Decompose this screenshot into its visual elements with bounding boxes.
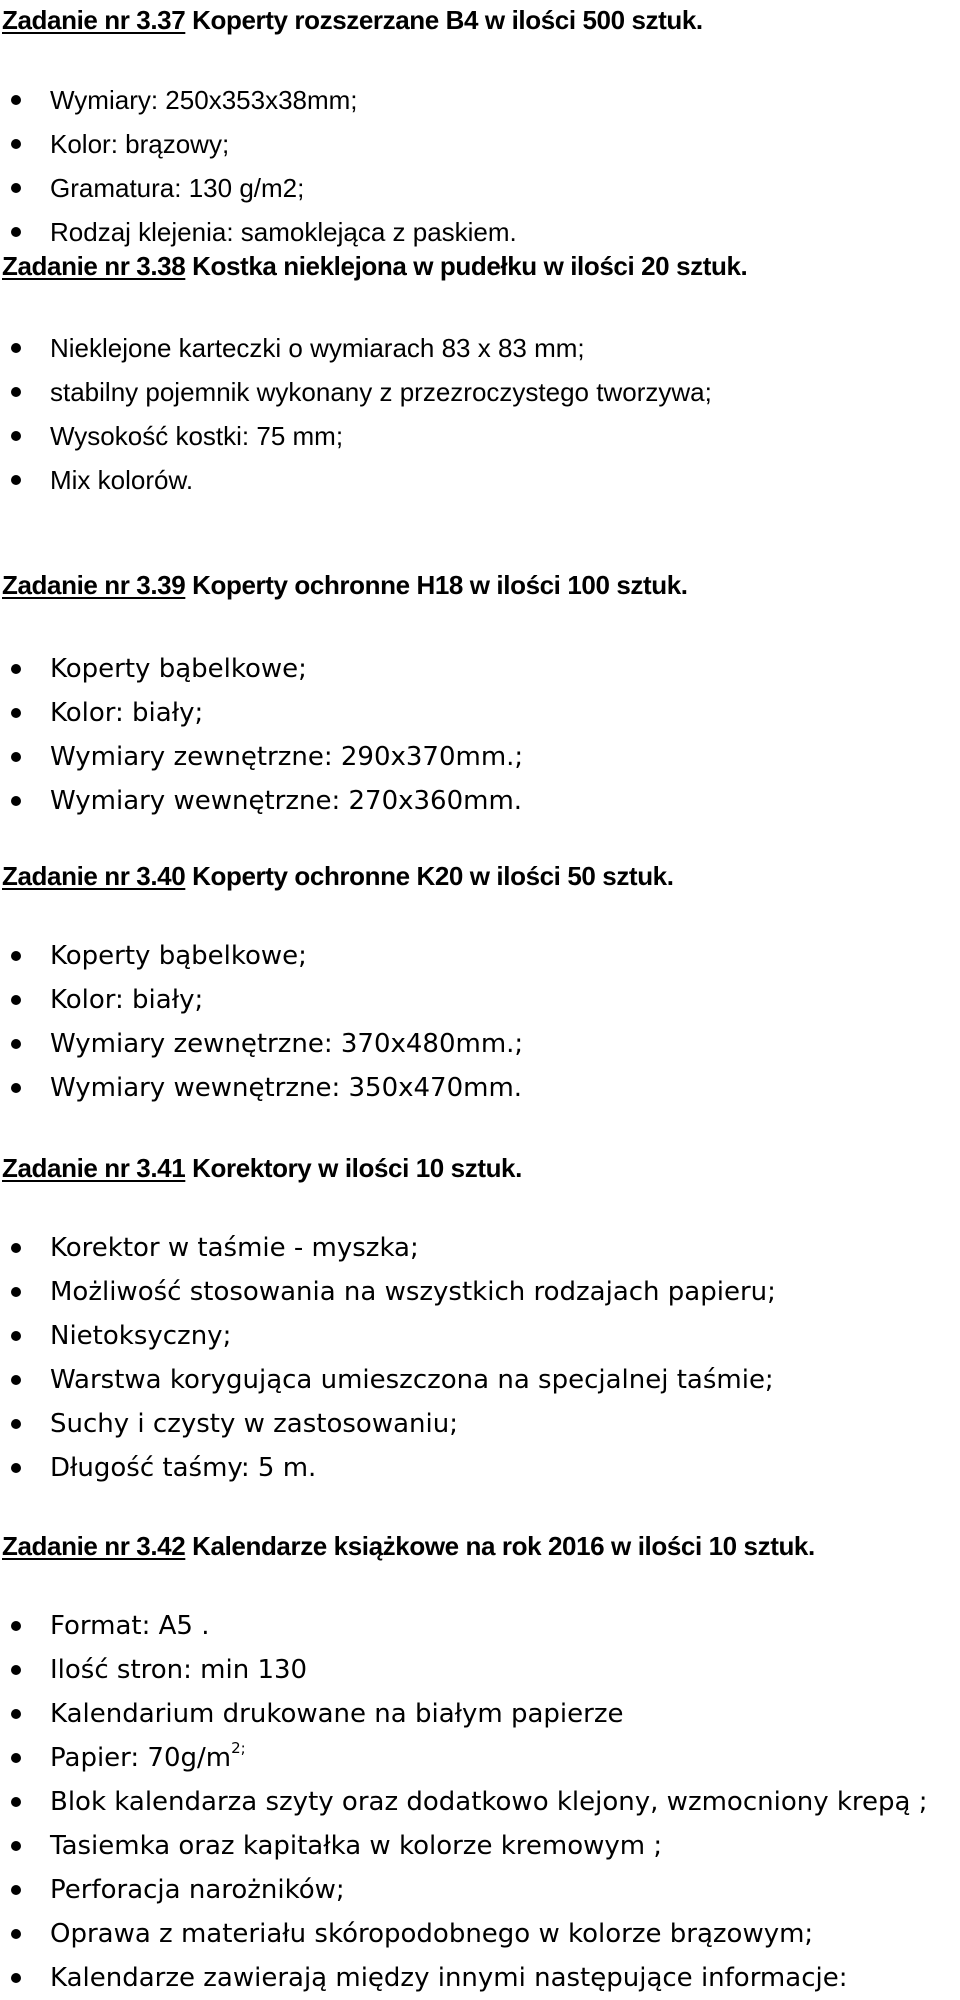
task-heading	[2, 1526, 815, 1566]
superscript: 2;	[231, 1739, 246, 1758]
bullet-icon	[11, 1797, 21, 1807]
bullet-icon	[11, 139, 21, 149]
task-title: Koperty ochronne H18 w ilości 100 sztuk.	[185, 570, 688, 600]
bullet-icon	[11, 1929, 21, 1939]
bullet-icon	[11, 1973, 21, 1983]
bullet-icon	[11, 664, 21, 674]
task-number: Zadanie nr 3.37	[2, 5, 186, 35]
bullet-icon	[11, 183, 21, 193]
task-number: Zadanie nr 3.39	[2, 570, 186, 600]
task-title: Koperty ochronne K20 w ilości 50 sztuk.	[185, 861, 674, 891]
bullet-icon	[11, 1709, 21, 1719]
bullet-icon	[11, 343, 21, 353]
bullet-icon	[11, 796, 21, 806]
task-title: Kostka nieklejona w pudełku w ilości 20 sztuk.	[185, 251, 748, 281]
task-heading	[2, 0, 703, 40]
bullet-icon	[11, 1287, 21, 1297]
task-number: Zadanie nr 3.42	[2, 1531, 186, 1561]
task-heading	[2, 1148, 522, 1188]
task-heading	[2, 565, 688, 605]
task-number: Zadanie nr 3.38	[2, 251, 186, 281]
bullet-icon	[11, 1243, 21, 1253]
bullet-icon	[11, 431, 21, 441]
bullet-icon	[11, 1665, 21, 1675]
task-number: Zadanie nr 3.40	[2, 861, 186, 891]
bullet-icon	[11, 1419, 21, 1429]
bullet-icon	[11, 951, 21, 961]
task-heading	[2, 856, 674, 896]
task-title: Kalendarze książkowe na rok 2016 w ilości 10 sztuk.	[185, 1531, 815, 1561]
bullet-icon	[11, 1375, 21, 1385]
bullet-icon	[11, 1331, 21, 1341]
task-heading	[2, 246, 747, 286]
bullet-icon	[11, 1753, 21, 1763]
bullet-icon	[11, 1841, 21, 1851]
task-title: Koperty rozszerzane B4 w ilości 500 sztuk.	[185, 5, 703, 35]
bullet-icon	[11, 752, 21, 762]
bullet-icon	[11, 1463, 21, 1473]
task-title: Korektory w ilości 10 sztuk.	[185, 1153, 522, 1183]
bullet-icon	[11, 708, 21, 718]
bullet-icon	[11, 227, 21, 237]
bullet-icon	[11, 475, 21, 485]
bullet-icon	[11, 387, 21, 397]
task-number: Zadanie nr 3.41	[2, 1153, 186, 1183]
bullet-icon	[11, 1083, 21, 1093]
bullet-icon	[11, 1039, 21, 1049]
bullet-icon	[11, 95, 21, 105]
bullet-icon	[11, 1621, 21, 1631]
bullet-icon	[11, 1885, 21, 1895]
bullet-icon	[11, 995, 21, 1005]
